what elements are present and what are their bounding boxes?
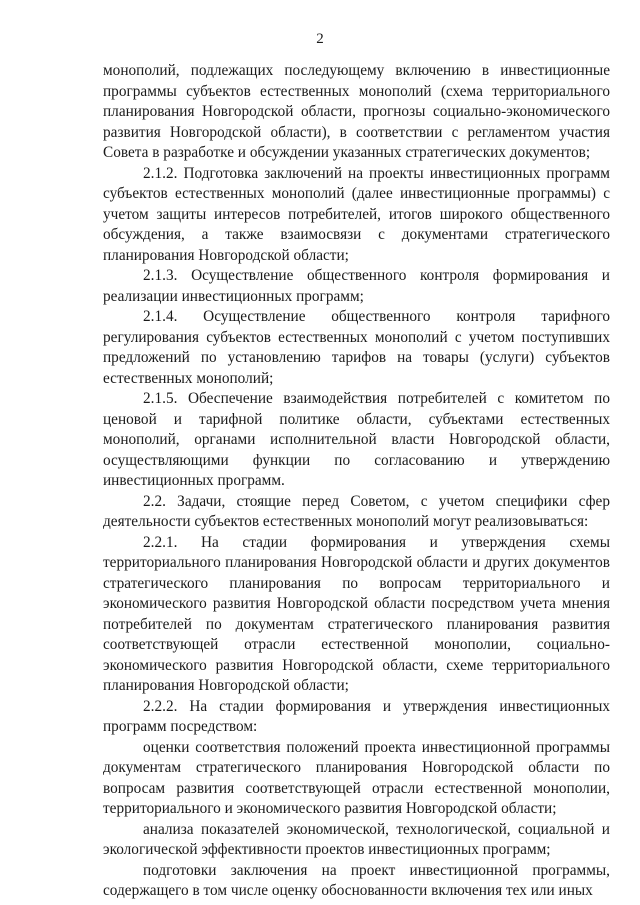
paragraph-continuation: монополий, подлежащих последующему включению в инвестиционные программы субъектов естественных монополий (схема территориального планирования Новгородской области, прогнозы социально-экономического развития Новгородской области), в соответствии с регламентом участия Совета в разработке и обсуждении указанных стратегических документов; <box>103 62 610 161</box>
paragraph-2-1-5: 2.1.5. Обеспечение взаимодействия потребителей с комитетом по ценовой и тарифной политике области, субъектами естественных монополий, органами исполнительной власти Новгородской области, осуществляющими функции по согласованию и утверждению инвестиционных программ. <box>103 390 610 489</box>
paragraph-2-1-4: 2.1.4. Осуществление общественного контроля тарифного регулирования субъектов естественных монополий с учетом поступивших предложений по установлению тарифов на товары (услуги) субъектов естественных монополий; <box>103 308 610 387</box>
list-item-assessment: оценки соответствия положений проекта инвестиционной программы документам стратегического планирования Новгородской области по вопросам развития соответствующей отрасли естественной монополии, территориального и экономического развития Новгородской области; <box>103 738 610 817</box>
paragraph-2-1-2: 2.1.2. Подготовка заключений на проекты инвестиционных программ субъектов естественных монополий (далее инвестиционные программы) с учетом защиты интересов потребителей, итогов широкого общественного обсуждения, а также взаимосвязи с документами стратегического планирования Новгородской области; <box>103 164 610 264</box>
list-item-conclusion: подготовки заключения на проект инвестиционной программы, содержащего в том числе оценку обоснованности включения тех или иных <box>103 861 610 899</box>
document-body <box>103 61 610 902</box>
paragraph-2-2-1: 2.2.1. На стадии формирования и утверждения схемы территориального планирования Новгородской области и других документов стратегического планирования по вопросам территориального и экономического развития Новгородской области посредством учета мнения потребителей по документам стратегического планирования развития соответствующей отрасли естественной монополии, социально-экономического развития Новгородской области, схеме территориального планирования Новгородской области; <box>103 533 610 694</box>
paragraph-2-1-3: 2.1.3. Осуществление общественного контроля формирования и реализации инвестиционных программ; <box>103 267 610 305</box>
paragraph-2-2-2: 2.2.2. На стадии формирования и утверждения инвестиционных программ посредством: <box>103 697 610 735</box>
page-number: 2 <box>316 31 324 47</box>
paragraph-2-2: 2.2. Задачи, стоящие перед Советом, с учетом специфики сфер деятельности субъектов естественных монополий могут реализовываться: <box>103 492 610 530</box>
list-item-analysis: анализа показателей экономической, технологической, социальной и экологической эффективности проектов инвестиционных программ; <box>103 820 610 858</box>
